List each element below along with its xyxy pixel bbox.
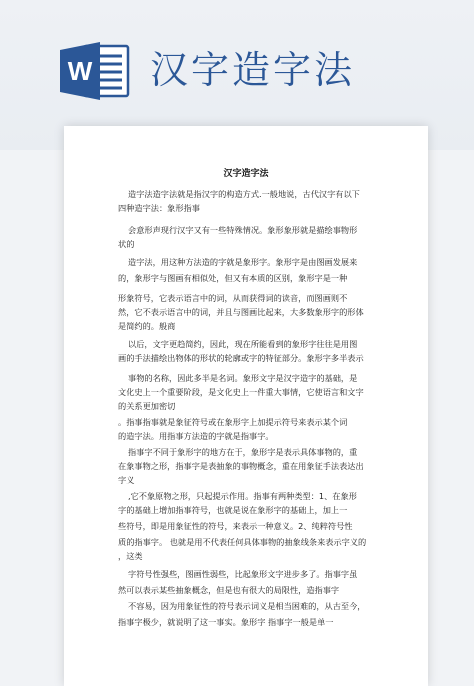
text-line: 状的: [118, 239, 135, 249]
text-line: 指事字极少，就说明了这一事实。象形字 指事字一般是单一: [118, 617, 334, 627]
text-line: 不容易，因为用象征性的符号表示词义是相当困难的，从古至今，: [128, 601, 366, 611]
text-line: ,它不象原物之形，只起提示作用。指事有两种类型：1、在象形: [128, 491, 357, 501]
text-line: 在象事物之形，指事字是表抽象的事物概念，重在用象征手法表达出: [118, 461, 364, 471]
document-page: [64, 126, 428, 686]
svg-text:W: W: [67, 56, 93, 86]
text-line: 。指事指事就是象征符号或在象形字上加提示符号来表示某个词: [118, 417, 348, 427]
text-line: 字义: [118, 475, 135, 485]
text-line: 事物的名称，因此多半是名词。象形文字是汉字造字的基础，是: [128, 373, 358, 383]
text-line: 造字法，用这种方法造的字就是象形字。象形字是由图画发展来: [128, 257, 358, 267]
text-line: 以后，文字更趋简约，因此，现在所能看到的象形字往往是用图: [128, 339, 358, 349]
text-line: 的，象形字与图画有相似处，但又有本质的区别，象形字是一种: [118, 273, 348, 283]
text-line: 造字法造字法就是指汉字的构造方式.一般地说，古代汉字有以下: [128, 189, 360, 199]
text-line: 字符号性强些，图画性弱些，比起象形文字进步多了。指事字虽: [128, 569, 358, 579]
text-line: 质的指事字。 也就是用不代表任何具体事物的抽象线条来表示字义的: [118, 537, 367, 547]
word-icon: [58, 40, 130, 102]
document-title: 汉字造字法: [223, 169, 269, 179]
text-line: 的造字法。用指事方法造的字就是指事字。: [118, 431, 274, 441]
text-line: 些符号，即是用象征性的符号，来表示一种意义。2、纯粹符号性: [118, 521, 353, 531]
text-line: 会意形声现行汉字又有一些特殊情况。象形象形就是描绘事物形: [128, 225, 358, 235]
text-line: 形象符号，它表示语言中的词，从而获得词的读音，而图画则不: [118, 293, 348, 303]
text-line: 文化史上一个重要阶段，是文化史上一件重大事情，它使语言和文字: [118, 387, 364, 397]
text-line: 指事字不同于象形字的地方在于，象形字是表示具体事物的，重: [128, 447, 358, 457]
text-line: 四种造字法：象形指事: [118, 203, 200, 213]
text-line: 是简约的。般商: [118, 321, 176, 331]
text-line: 的关系更加密切: [118, 401, 176, 411]
text-line: 然，它不表示语言中的词，并且与图画比起来，大多数象形字的形体: [118, 307, 364, 317]
page-title: 汉字造字法: [150, 48, 356, 92]
text-line: ，这类: [118, 551, 143, 561]
text-line: 字的基础上增加指事符号，也就是说在象形字的基础上，加上一: [118, 505, 348, 515]
text-line: 画的手法描绘出物体的形状的轮廓或字的特征部分。象形字多半表示: [118, 353, 364, 363]
text-line: 然可以表示某些抽象概念，但是也有很大的局限性，造指事字: [118, 585, 340, 595]
